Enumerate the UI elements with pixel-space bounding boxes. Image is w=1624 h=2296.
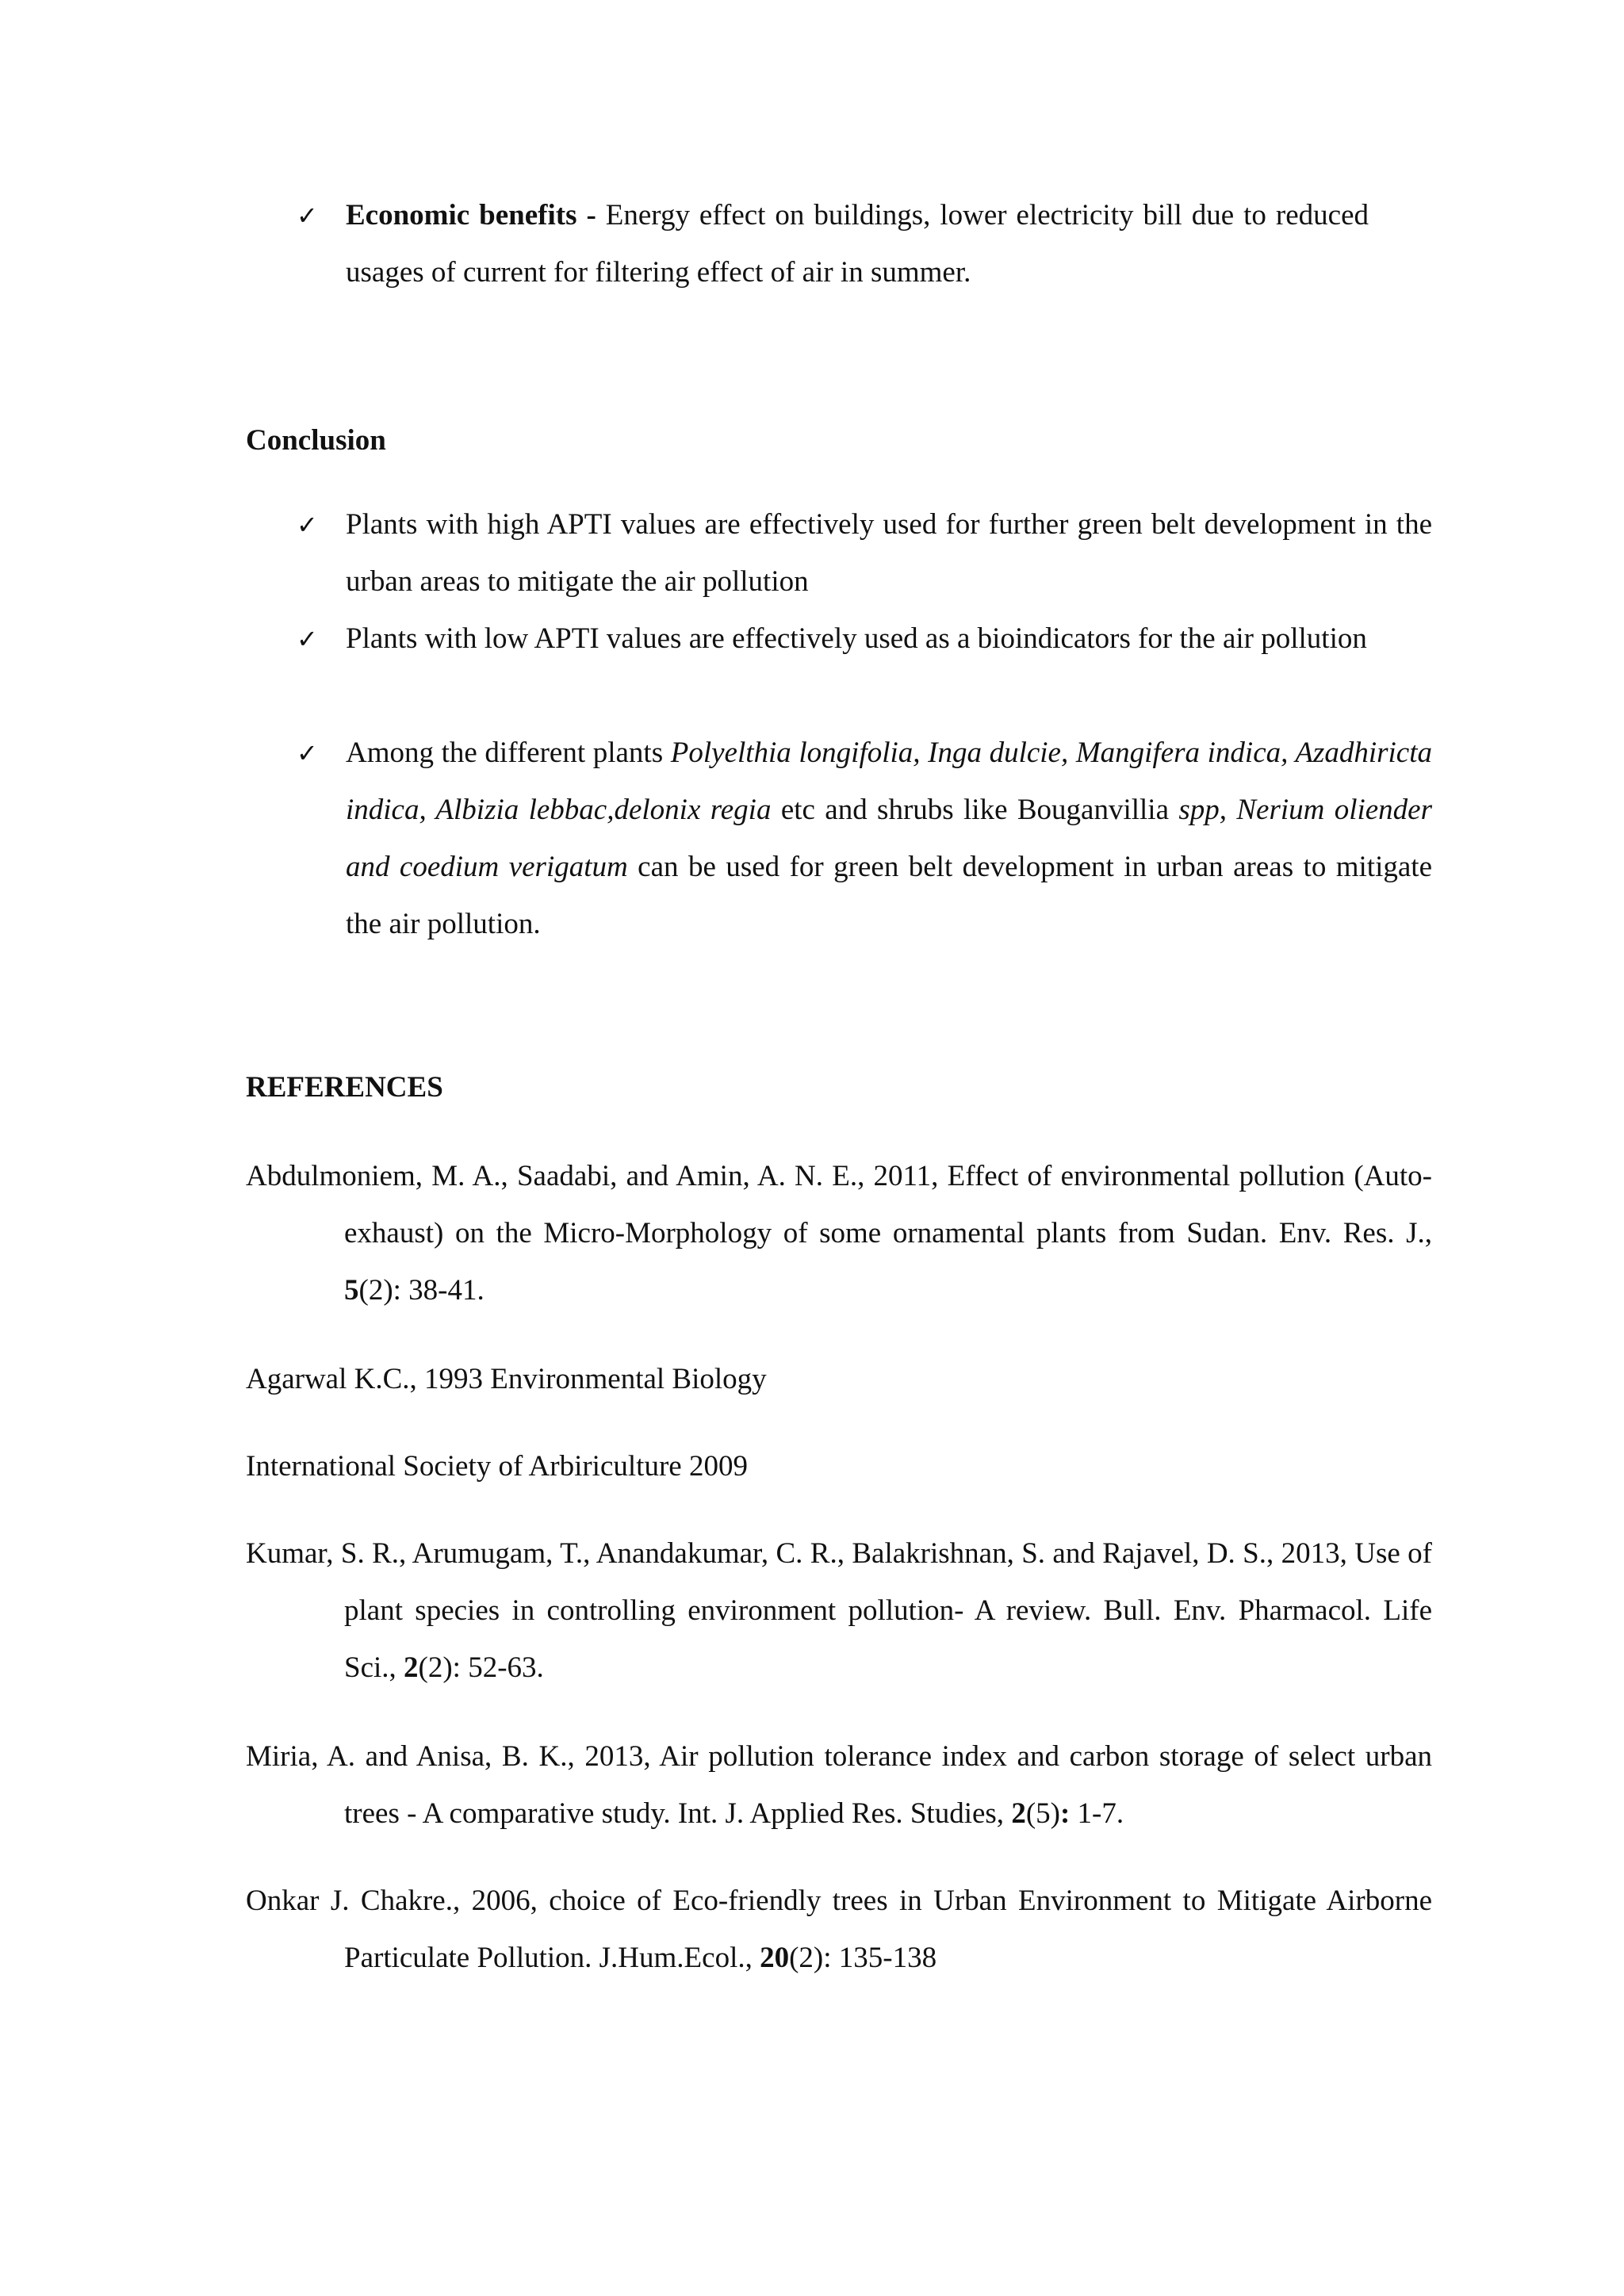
reference-volume: 20 [760,1942,790,1974]
checkmark-icon: ✓ [297,738,318,768]
reference-volume: 2 [1011,1797,1026,1830]
reference-volume: 5 [344,1274,359,1307]
reference-text: Abdulmoniem, M. A., Saadabi, and Amin, A. N. E., 2011, Effect of environmental pollution (Auto-exhaust) on the Micro-Morphology of some ornamental plants from Sudan. Env. Res. J., [246,1160,1432,1249]
reference-entry [246,1525,1432,1697]
conclusion-bullet [346,725,1432,953]
reference-entry [246,1148,1432,1319]
checkmark-icon: ✓ [297,510,318,540]
reference-text: Kumar, S. R., Arumugam, T., Anandakumar, C. R., Balakrishnan, S. and Rajavel, D. S., 2013, Use of plant species in controlling environment pollution- A review. Bull. Env. Pharmacol. Life Sci., [246,1537,1432,1684]
reference-pages: (2): 38-41. [358,1274,485,1307]
reference-pages: (2): 135-138 [789,1942,937,1974]
bullet-text: can be used for green belt development in urban areas to mitigate the air pollution. [346,851,1432,940]
bullet-text: etc and shrubs like Bouganvillia [771,794,1179,826]
reference-entry [246,1728,1432,1843]
reference-issue: (5) [1025,1797,1060,1830]
reference-pages: (2): 52-63. [418,1651,544,1684]
conclusion-bullet: Plants with low APTI values are effectively used as a bioindicators for the air pollution [346,622,1367,655]
checkmark-icon: ✓ [297,624,318,654]
reference-entry [246,1873,1432,1987]
species-names: spp, Nerium oliender and coedium verigatum [346,794,1433,883]
reference-colon: : [1059,1797,1071,1830]
reference-volume: 2 [404,1651,419,1684]
reference-entry: Agarwal K.C., 1993 Environmental Biology [246,1363,767,1395]
economic-benefits-paragraph [346,187,1369,301]
conclusion-bullet: Plants with high APTI values are effectively used for further green belt development in the urban areas to mitigate the air pollution [346,508,1432,598]
reference-pages: 1-7. [1070,1797,1124,1830]
reference-entry: International Society of Arbiriculture 2009 [246,1450,748,1483]
conclusion-heading: Conclusion [246,424,386,457]
reference-text: Miria, A. and Anisa, B. K., 2013, Air pollution tolerance index and carbon storage of select urban trees - A comparative study. Int. J. Applied Res. Studies, [246,1740,1432,1830]
checkmark-icon: ✓ [297,201,318,231]
economic-benefits-label: Economic benefits - [346,199,596,232]
bullet-text: Among the different plants [346,737,671,769]
references-heading: REFERENCES [246,1071,443,1104]
economic-benefits-text: Energy effect on buildings, lower electricity bill due to reduced usages of current for filtering effect of air in summer. [346,199,1369,289]
reference-text: Onkar J. Chakre., 2006, choice of Eco-friendly trees in Urban Environment to Mitigate Airborne Particulate Pollution. J.Hum.Ecol., [246,1885,1432,1974]
species-names: Polyelthia longifolia, Inga dulcie, Mangifera indica, Azadhiricta indica, Albizia lebbac,delonix regia [346,737,1432,826]
